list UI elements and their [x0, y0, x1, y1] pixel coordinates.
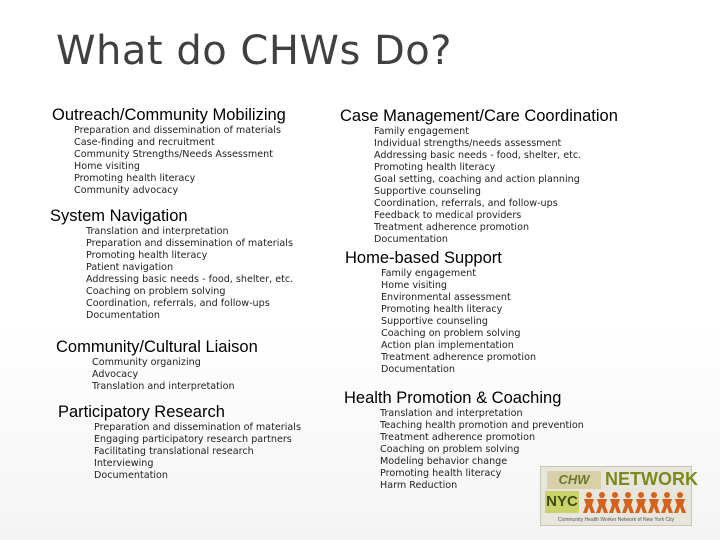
section-participatory-research [58, 402, 301, 482]
list-item: Family engagement [374, 126, 469, 137]
list-item: Community Strengths/Needs Assessment [74, 149, 273, 160]
list-item: Engaging participatory research partners [94, 434, 292, 445]
list-item: Preparation and dissemination of materials [94, 422, 301, 433]
slide-title: What do CHWs Do? [56, 28, 453, 74]
list-item: Facilitating translational research [94, 446, 254, 457]
item-list [374, 126, 618, 246]
section-heading: Home-based Support [345, 249, 502, 267]
list-item: Preparation and dissemination of materials [74, 125, 281, 136]
list-item: Coaching on problem solving [381, 328, 521, 339]
list-item: Community advocacy [74, 185, 179, 196]
list-item: Treatment adherence promotion [381, 352, 537, 363]
list-item: Coordination, referrals, and follow-ups [374, 198, 558, 209]
section-outreach [52, 105, 286, 197]
list-item: Promoting health literacy [380, 468, 502, 479]
list-item: Documentation [374, 234, 448, 245]
list-item: Translation and interpretation [92, 381, 235, 392]
chw-network-logo [540, 466, 698, 526]
list-item: Preparation and dissemination of materials [86, 238, 293, 249]
list-item: Documentation [94, 470, 168, 481]
list-item: Community organizing [92, 357, 201, 368]
list-item: Feedback to medical providers [374, 210, 522, 221]
list-item: Documentation [86, 310, 160, 321]
list-item: Addressing basic needs - food, shelter, etc. [86, 274, 294, 285]
list-item: Teaching health promotion and prevention [380, 420, 584, 431]
item-list [86, 226, 293, 322]
list-item: Promoting health literacy [74, 173, 196, 184]
item-list [92, 357, 258, 393]
list-item: Coaching on problem solving [86, 286, 226, 297]
list-item: Supportive counseling [374, 186, 481, 197]
list-item: Case-finding and recruitment [74, 137, 215, 148]
section-case-management [340, 106, 618, 246]
list-item: Modeling behavior change [380, 456, 508, 467]
item-list [94, 422, 301, 482]
list-item: Individual strengths/needs assessment [374, 138, 562, 149]
list-item: Promoting health literacy [381, 304, 503, 315]
section-heading: Outreach/Community Mobilizing [52, 106, 286, 124]
list-item: Treatment adherence promotion [380, 432, 536, 443]
logo-nyc-text: NYC [545, 491, 579, 513]
list-item: Supportive counseling [381, 316, 488, 327]
logo-tagline: Community Health Worker Network of New York City [557, 517, 675, 523]
item-list [74, 125, 286, 197]
list-item: Home visiting [381, 280, 447, 291]
list-item: Harm Reduction [380, 480, 458, 491]
logo-chw-text: CHW [547, 471, 601, 489]
list-item: Advocacy [92, 369, 139, 380]
list-item: Promoting health literacy [86, 250, 208, 261]
list-item: Coordination, referrals, and follow-ups [86, 298, 270, 309]
list-item: Family engagement [381, 268, 476, 279]
section-heading: Case Management/Care Coordination [340, 107, 618, 125]
people-figures-icon [583, 491, 687, 513]
list-item: Home visiting [74, 161, 140, 172]
list-item: Translation and interpretation [380, 408, 523, 419]
list-item: Documentation [381, 364, 455, 375]
section-heading: Participatory Research [58, 403, 225, 421]
list-item: Environmental assessment [381, 292, 511, 303]
list-item: Goal setting, coaching and action planning [374, 174, 580, 185]
list-item: Promoting health literacy [374, 162, 496, 173]
section-system-navigation [50, 206, 293, 322]
list-item: Treatment adherence promotion [374, 222, 530, 233]
list-item: Action plan implementation [381, 340, 514, 351]
section-heading: Community/Cultural Liaison [56, 338, 258, 356]
list-item: Coaching on problem solving [380, 444, 520, 455]
list-item: Translation and interpretation [86, 226, 229, 237]
section-home-based-support [345, 248, 536, 376]
list-item: Interviewing [94, 458, 154, 469]
item-list [381, 268, 536, 376]
section-community-liaison [56, 337, 258, 393]
list-item: Patient navigation [86, 262, 174, 273]
logo-network-text: NETWORK [605, 469, 698, 489]
section-heading: Health Promotion & Coaching [344, 389, 562, 407]
section-heading: System Navigation [50, 207, 188, 225]
list-item: Addressing basic needs - food, shelter, etc. [374, 150, 582, 161]
